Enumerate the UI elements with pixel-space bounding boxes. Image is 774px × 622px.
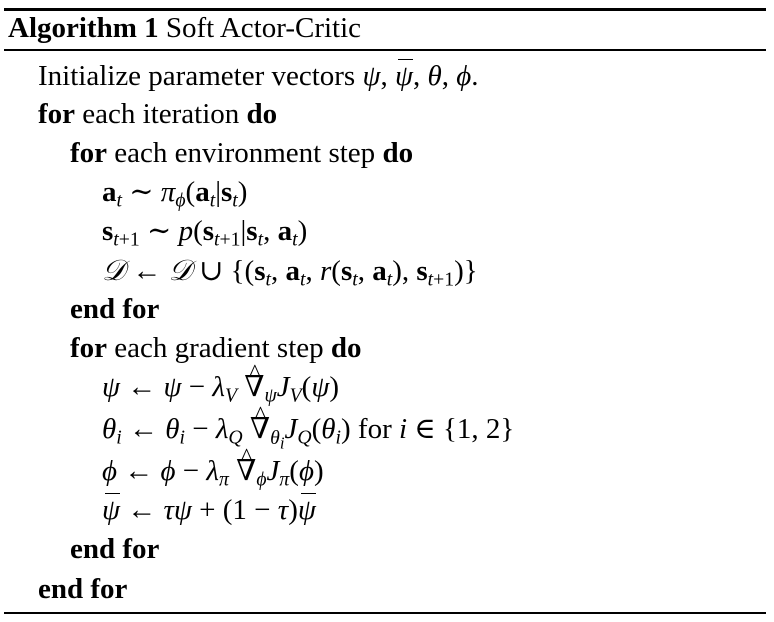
algorithm-caption	[8, 10, 361, 46]
line-action-sample: $a_t$ ∼ $\pi_\phi(a_t|s_t)$	[102, 176, 248, 212]
line-end-for-inner-2	[70, 531, 159, 567]
keyword-do: do	[246, 98, 278, 130]
each-grad-step-text: each gradient step	[114, 332, 324, 364]
bottom-rule	[4, 612, 766, 614]
for-i-text: for	[357, 413, 392, 445]
keyword-do: do	[330, 332, 362, 364]
line-for-env-step	[70, 135, 413, 171]
initialize-text: Initialize parameter vectors	[38, 60, 356, 92]
algorithm-label: Algorithm 1	[8, 12, 159, 44]
caption-rule	[4, 49, 766, 51]
keyword-end-for: end for	[38, 573, 128, 605]
line-theta-update: $\theta_i$ ← $\theta_i - \lambda_Q$ ^ $\nabla_{\theta_i}J_Q(\theta_i)$ for i ∈ {1, 2}	[102, 411, 514, 447]
line-psi-update: ψ ← $\psi - \lambda_V$ ^ $\nabla_\psi J_V(\psi)$	[102, 369, 339, 405]
line-target-update: ψ ← τψ + (1 − τ)ψ	[102, 494, 316, 526]
line-end-for-outer	[38, 571, 127, 607]
line-replay-buffer: 𝒟 ← 𝒟 ∪ {($s_t$, $a_t$, $r(s_t$, $a_t$), $s_{t+1}$)}	[102, 253, 478, 291]
line-for-grad-step	[70, 330, 362, 366]
line-end-for-inner-1	[70, 291, 159, 327]
keyword-for: for	[70, 137, 108, 169]
line-initialize: Initialize parameter vectors ψ, ψ, θ, ϕ.	[38, 60, 479, 92]
each-env-step-text: each environment step	[114, 137, 376, 169]
line-for-iteration	[38, 96, 277, 132]
keyword-for: for	[38, 98, 76, 130]
keyword-do: do	[382, 137, 414, 169]
keyword-for: for	[70, 332, 108, 364]
each-iteration-text: each iteration	[82, 98, 240, 130]
line-state-transition: $s_{t+1}$ ∼ $p(s_{t+1}|s_t$, $a_t$)	[102, 215, 308, 251]
line-phi-update: ϕ ← $\phi - \lambda_\pi$ ^ $\nabla_\phi J_\pi(\phi)$	[102, 453, 324, 489]
algorithm-title: Soft Actor-Critic	[165, 12, 362, 44]
keyword-end-for: end for	[70, 293, 160, 325]
keyword-end-for: end for	[70, 533, 160, 565]
